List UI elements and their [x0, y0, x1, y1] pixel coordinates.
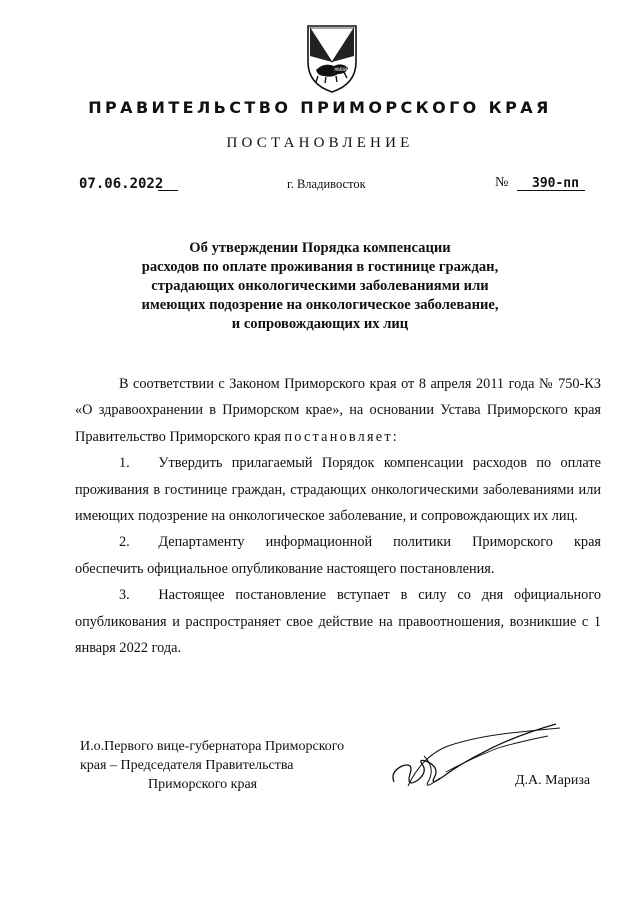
- document-kind: ПОСТАНОВЛЕНИЕ: [226, 135, 414, 151]
- item-text: Настоящее постановление вступает в силу со дня официального опубликования и распространяет свое действие на правоотношения, возникшие с 1 января 2022 года.: [75, 587, 601, 657]
- date-underline: [158, 190, 178, 191]
- number-underline: [517, 190, 585, 191]
- signatory-position: [80, 737, 344, 794]
- document-title: [0, 239, 640, 334]
- list-item: [75, 450, 601, 529]
- item-number: 2.: [119, 534, 130, 551]
- crest-text: ЖИВИ: [334, 67, 348, 72]
- position-line: края – Председателя Правительства: [80, 758, 294, 773]
- resolves-word: постановляет:: [284, 428, 399, 445]
- document-number: 390-пп: [532, 176, 579, 191]
- title-line: Об утверждении Порядка компенсации: [189, 240, 451, 256]
- item-text: Департаменту информационной политики Приморского края обеспечить официальное опубликование настоящего постановления.: [75, 534, 601, 577]
- document-body: [75, 371, 601, 661]
- government-name: ПРАВИТЕЛЬСТВО ПРИМОРСКОГО КРАЯ: [88, 98, 552, 117]
- title-line: расходов по оплате проживания в гостинице граждан,: [141, 259, 499, 275]
- preamble-paragraph: [75, 371, 601, 450]
- title-line: и сопровождающих их лиц: [231, 316, 409, 332]
- item-text: Утвердить прилагаемый Порядок компенсации расходов по оплате проживания в гостинице граждан, страдающих онкологическими заболеваниями или имеющих подозрение на онкологическое заболевание, и сопровождающих их лиц.: [75, 455, 601, 525]
- list-item: [75, 529, 601, 582]
- item-number: 1.: [119, 455, 130, 472]
- document-city: г. Владивосток: [287, 177, 366, 191]
- title-line: имеющих подозрение на онкологическое заболевание,: [141, 297, 499, 313]
- coat-of-arms-icon: [302, 22, 362, 94]
- item-number: 3.: [119, 587, 130, 604]
- title-line: страдающих онкологическими заболеваниями или: [151, 278, 489, 294]
- number-sign: №: [495, 175, 509, 190]
- position-line: И.о.Первого вице-губернатора Приморского: [80, 739, 345, 754]
- position-line: Приморского края: [148, 777, 258, 792]
- document-date: 07.06.2022: [79, 176, 164, 192]
- signatory-name: Д.А. Мариза: [515, 773, 591, 788]
- preamble-text: В соответствии с Законом Приморского края от 8 апреля 2011 года № 750-КЗ «О здравоохранении в Приморском крае», на основании Устава Приморского края Правительство Приморского края: [75, 376, 601, 445]
- list-item: [75, 582, 601, 661]
